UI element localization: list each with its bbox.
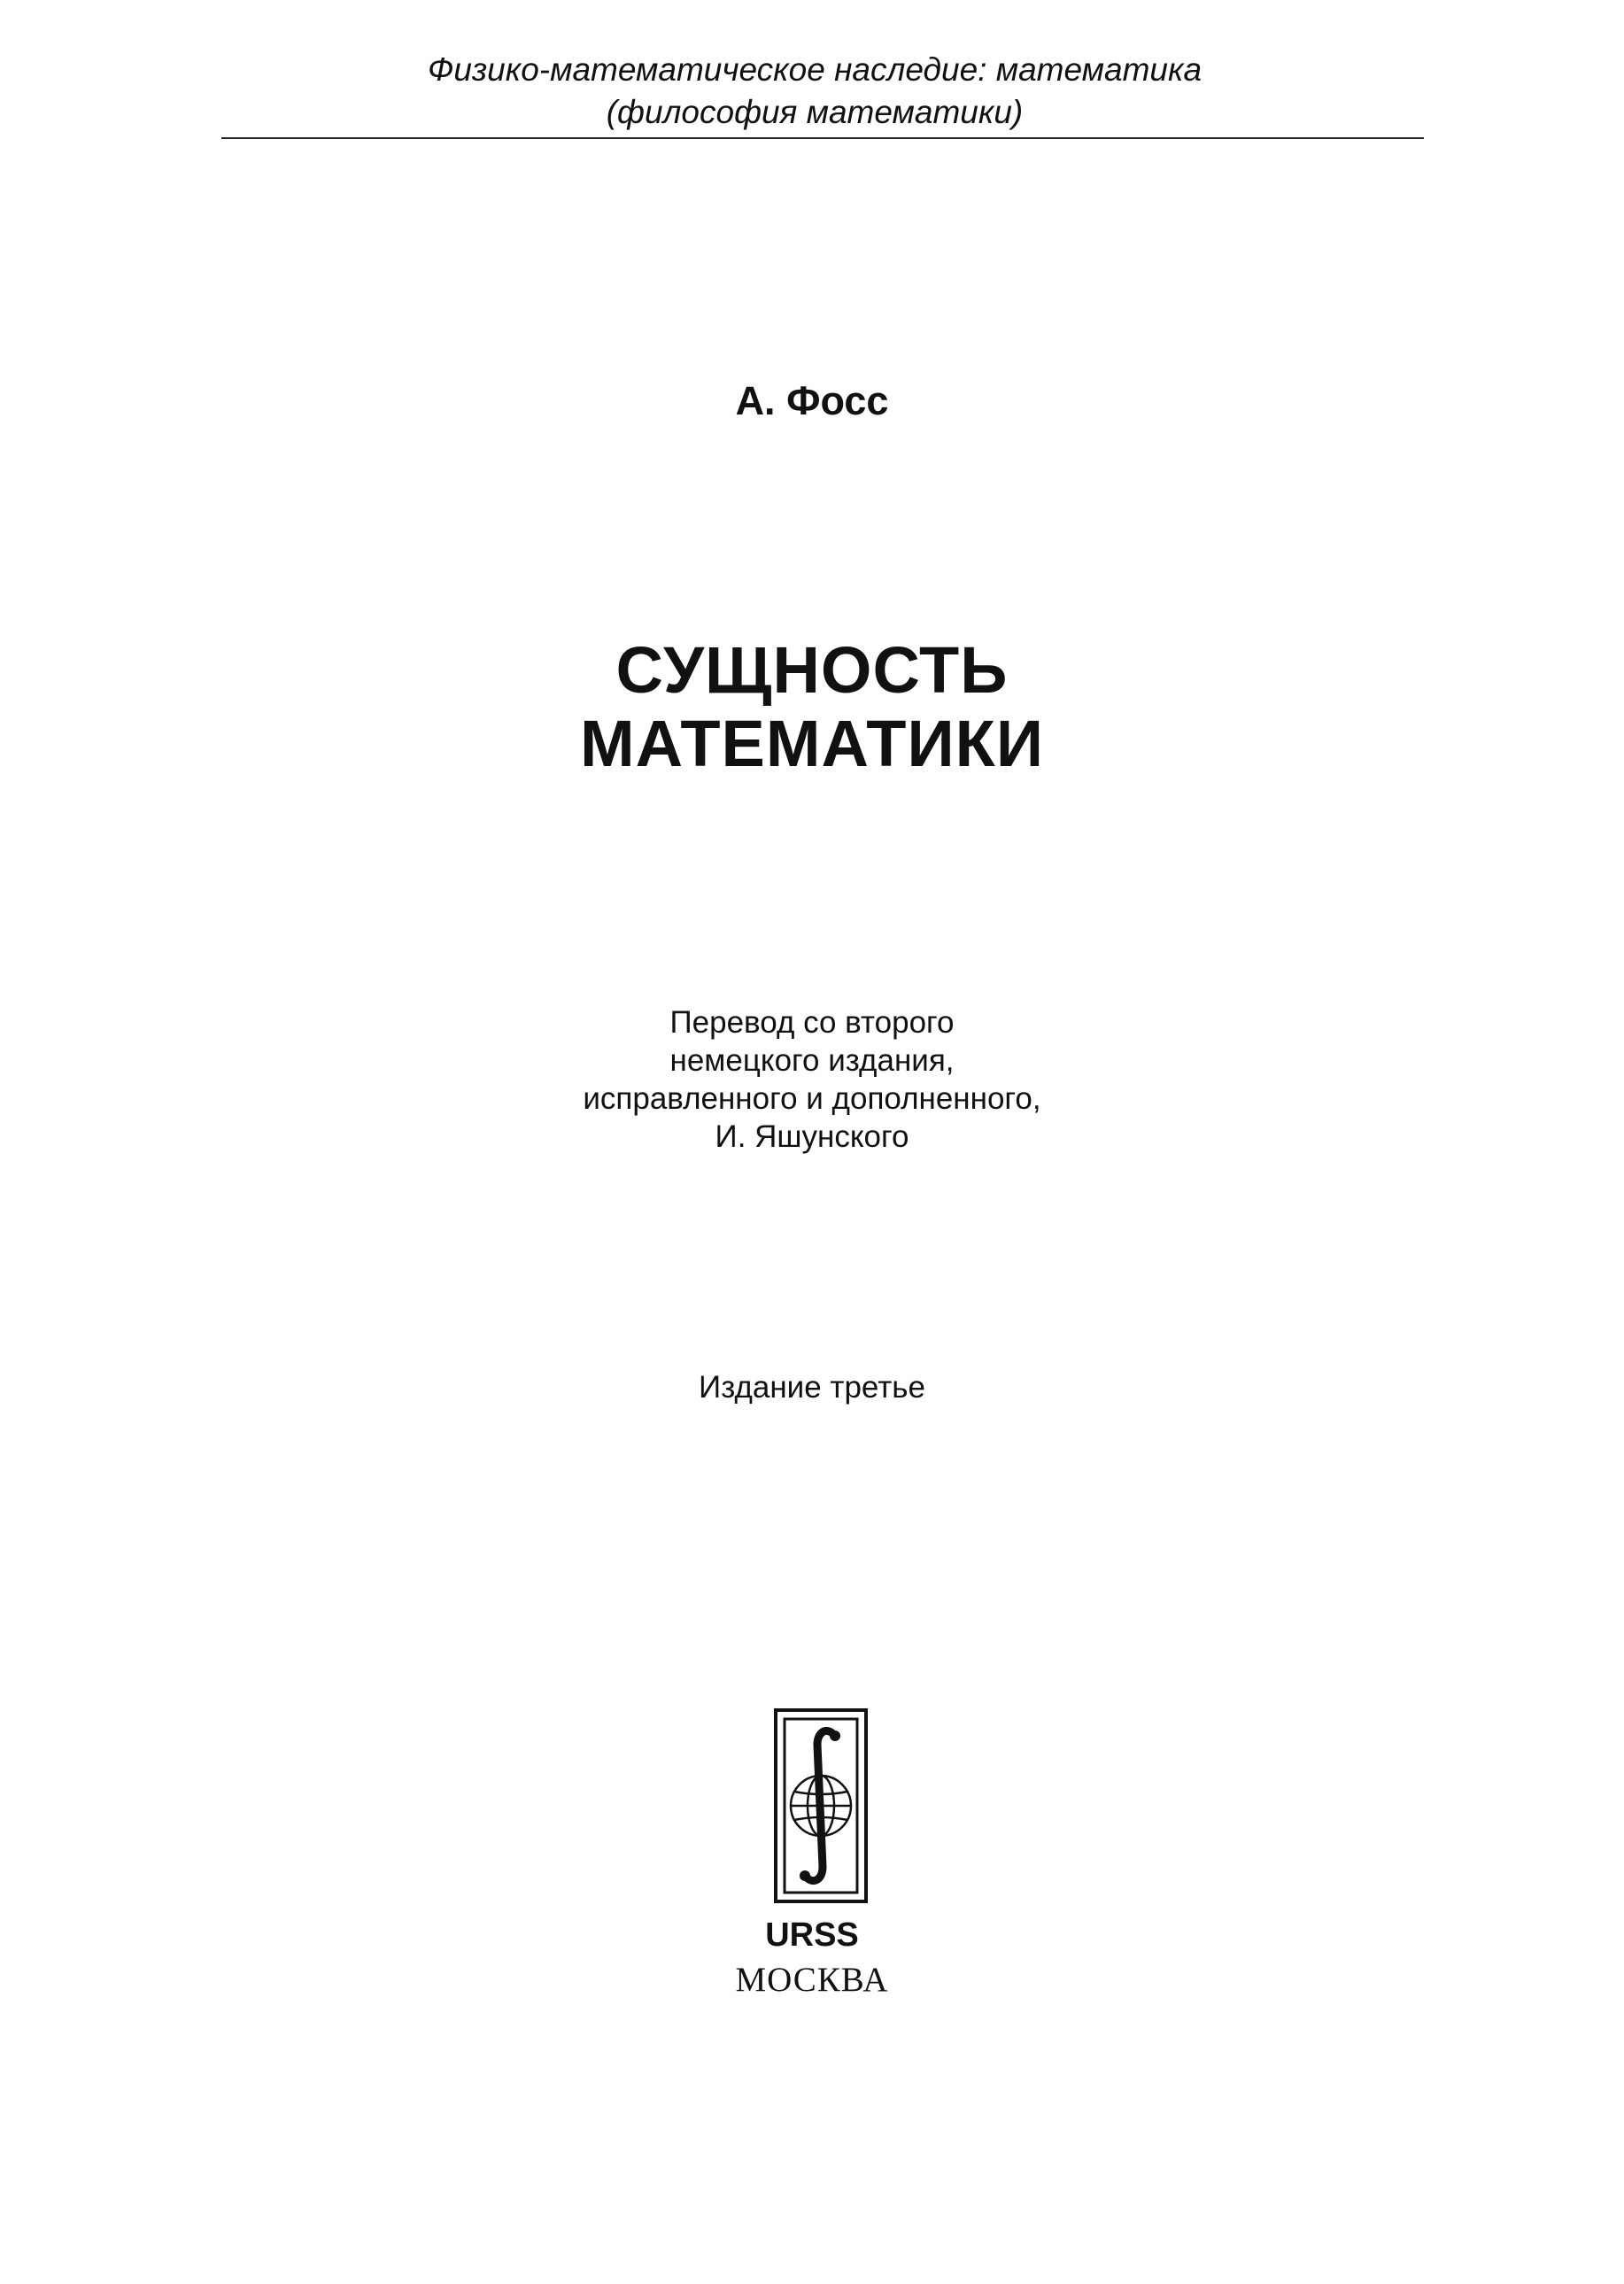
series-title-line-1: Физико-математическое наследие: математика	[427, 51, 1203, 88]
publisher-city: МОСКВА	[735, 1961, 889, 1999]
series-title-line-2: (философия математики)	[606, 94, 1024, 130]
author: А. Фосс	[735, 378, 889, 423]
publisher-name: URSS	[765, 1916, 859, 1954]
book-title-line-2: МАТЕМАТИКИ	[579, 707, 1045, 780]
book-title	[0, 633, 1624, 780]
integral-globe-icon	[773, 1707, 869, 1904]
header-rule	[221, 137, 1424, 139]
translation-line-3: исправленного и дополненного,	[583, 1081, 1041, 1116]
translation-note	[0, 1003, 1624, 1156]
translation-line-1: Перевод со второго	[669, 1005, 955, 1040]
translation-line-2: немецкого издания,	[669, 1043, 955, 1078]
book-title-line-1: СУЩНОСТЬ	[615, 633, 1009, 707]
series-title	[266, 49, 1364, 134]
edition-note: Издание третье	[699, 1370, 925, 1405]
translation-line-4: И. Яшунского	[715, 1119, 909, 1154]
